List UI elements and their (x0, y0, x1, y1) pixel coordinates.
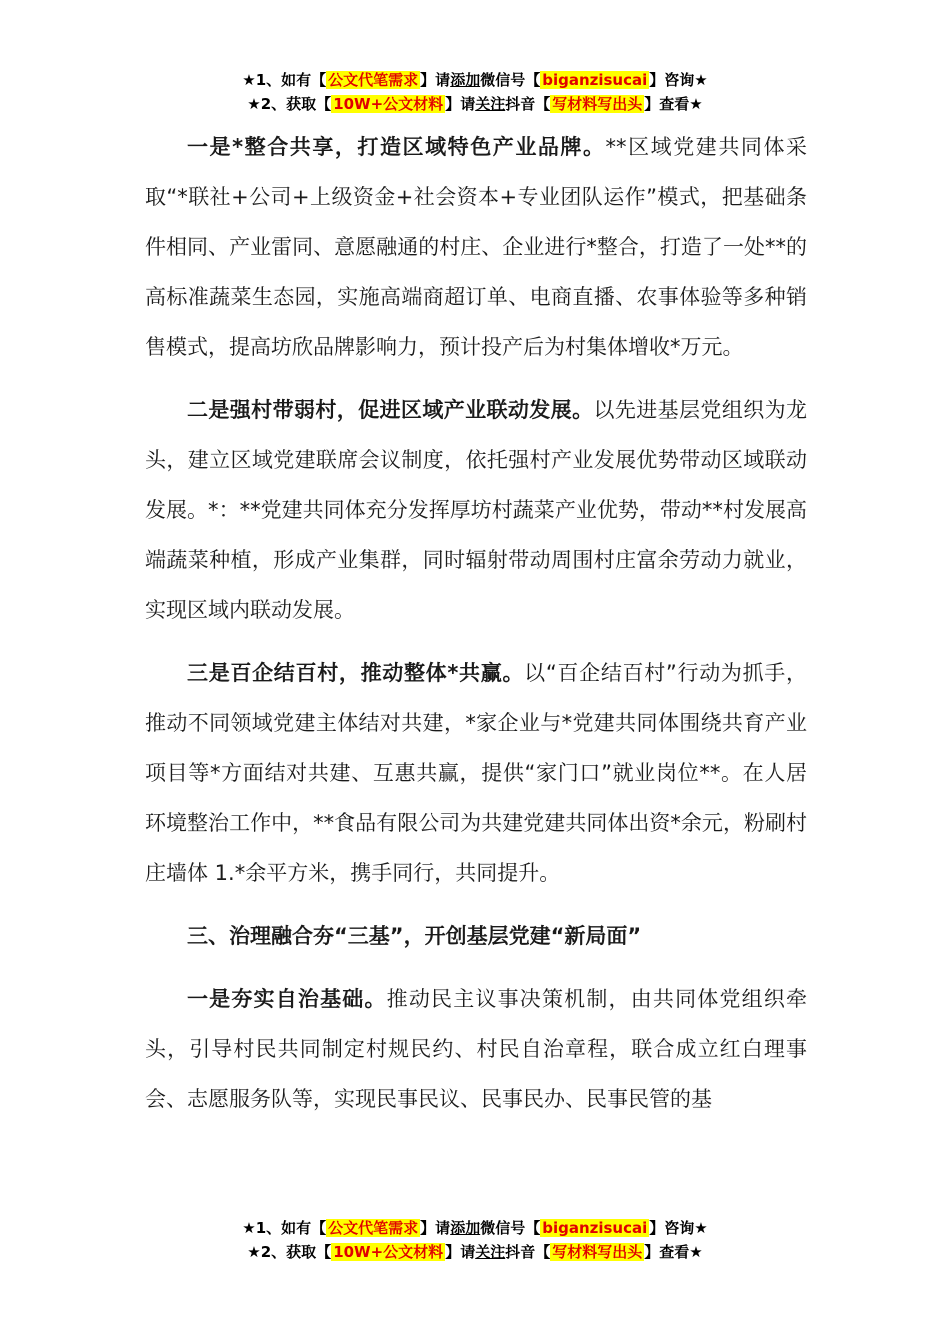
banner-text: 】请 (420, 1219, 451, 1237)
highlight-text: 10W+公文材料 (333, 95, 444, 113)
section-heading: 三、治理融合夯“三基”，开创基层党建“新局面” (187, 924, 642, 948)
paragraph-3 (145, 648, 807, 898)
banner-text: 】请 (420, 71, 451, 89)
underlined-text: 关注 (475, 1243, 506, 1261)
underlined-text: 添加 (450, 1219, 481, 1237)
banner-text: ★2、获取【 (247, 95, 332, 113)
banner-text: ★1、如有【 (242, 71, 327, 89)
paragraph-lead: 三是百企结百村，推动整体*共赢。 (187, 661, 525, 685)
banner-text: 】查看★ (644, 95, 703, 113)
footer-banner (0, 1216, 950, 1264)
douyin-account: 写材料写出头 (552, 95, 643, 113)
wechat-id: biganzisucai (542, 71, 648, 89)
paragraph-4 (145, 974, 807, 1124)
highlight-text: 10W+公文材料 (333, 1243, 444, 1261)
document-body (145, 122, 807, 1137)
banner-text: 】请 (445, 1243, 476, 1261)
paragraph-2 (145, 385, 807, 635)
paragraph-lead: 一是夯实自治基础。 (187, 987, 387, 1011)
banner-line-2 (0, 92, 950, 116)
banner-text: 】请 (445, 95, 476, 113)
banner-text: 】查看★ (644, 1243, 703, 1261)
underlined-text: 添加 (450, 71, 481, 89)
banner-text: ★2、获取【 (247, 1243, 332, 1261)
banner-line-1 (0, 68, 950, 92)
paragraph-lead: 一是*整合共享，打造区域特色产业品牌。 (187, 135, 606, 159)
banner-text: 抖音【 (505, 95, 551, 113)
underlined-text: 关注 (475, 95, 506, 113)
header-banner (0, 68, 950, 116)
paragraph-text: 以先进基层党组织为龙头，建立区域党建联席会议制度，依托强村产业发展优势带动区域联动发展。*：**党建共同体充分发挥厚坊村蔬菜产业优势，带动**村发展高端蔬菜种植，形成产业集群，同时辐射带动周围村庄富余劳动力就业，实现区域内联动发展。 (145, 398, 808, 622)
highlight-text: 公文代笔需求 (328, 1219, 419, 1237)
douyin-account: 写材料写出头 (552, 1243, 643, 1261)
banner-text: 抖音【 (505, 1243, 551, 1261)
paragraph-text: 以“百企结百村”行动为抓手，推动不同领域党建主体结对共建，*家企业与*党建共同体围绕共育产业项目等*方面结对共建、互惠共赢，提供“家门口”就业岗位**。在人居环境整治工作中，**食品有限公司为共建党建共同体出资*余元，粉刷村庄墙体 1.*余平方米，携手同行，共同提升。 (145, 661, 807, 885)
paragraph-text: 推动民主议事决策机制，由共同体党组织牵头，引导村民共同制定村规民约、村民自治章程，联合成立红白理事会、志愿服务队等，实现民事民议、民事民办、民事民管的基 (145, 987, 808, 1111)
banner-line-1 (0, 1216, 950, 1240)
banner-text: 微信号【 (480, 71, 541, 89)
wechat-id: biganzisucai (542, 1219, 648, 1237)
banner-text: 】咨询★ (649, 1219, 708, 1237)
highlight-text: 公文代笔需求 (328, 71, 419, 89)
paragraph-lead: 二是强村带弱村，促进区域产业联动发展。 (187, 398, 594, 422)
paragraph-1 (145, 122, 807, 372)
banner-text: ★1、如有【 (242, 1219, 327, 1237)
banner-text: 微信号【 (480, 1219, 541, 1237)
banner-line-2 (0, 1240, 950, 1264)
banner-text: 】咨询★ (649, 71, 708, 89)
paragraph-text: **区域党建共同体采取“*联社+公司+上级资金+社会资本+专业团队运作”模式，把基础条件相同、产业雷同、意愿融通的村庄、企业进行*整合，打造了一处**的高标准蔬菜生态园，实施高端商超订单、电商直播、农事体验等多种销售模式，提高坊欣品牌影响力，预计投产后为村集体增收*万元。 (145, 135, 807, 359)
